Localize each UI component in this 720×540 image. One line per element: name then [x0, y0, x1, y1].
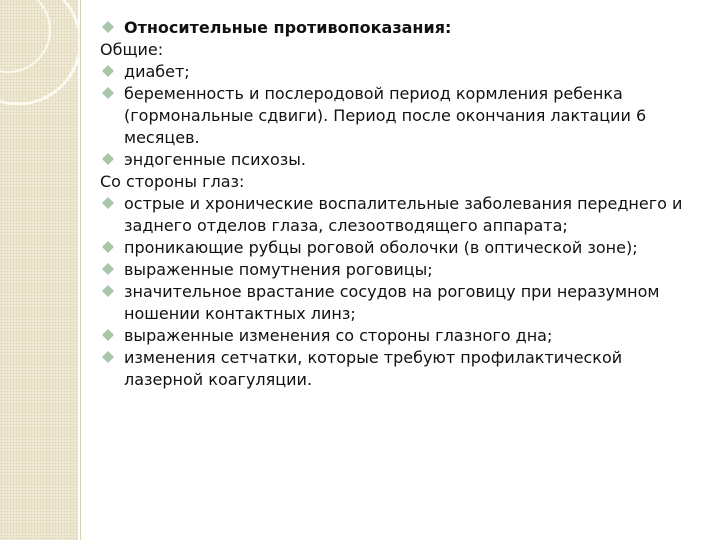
diamond-bullet-icon	[102, 263, 114, 275]
diamond-bullet-icon	[102, 65, 114, 77]
diamond-bullet-icon	[102, 285, 114, 297]
list-item-eye	[100, 237, 700, 259]
slide-content	[100, 17, 700, 391]
diamond-bullet-icon	[102, 197, 114, 209]
list-item-eye	[100, 325, 700, 347]
list-item-eye	[100, 347, 700, 391]
diamond-bullet-icon	[102, 351, 114, 363]
list-item-text: острые и хронические воспалительные заболевания переднего и заднего отделов глаза, слезоотводящего аппарата;	[124, 194, 683, 235]
list-item-eye	[100, 259, 700, 281]
general-label: Общие:	[100, 40, 164, 59]
list-item-eye	[100, 193, 700, 237]
list-item-eye	[100, 281, 700, 325]
list-item-text: беременность и послеродовой период кормления ребенка (гормональные сдвиги). Период после окончания лактации 6 месяцев.	[124, 84, 647, 147]
diamond-bullet-icon	[102, 87, 114, 99]
diamond-bullet-icon	[102, 153, 114, 165]
list-item-text: значительное врастание сосудов на роговицу при неразумном ношении контактных линз;	[124, 282, 660, 323]
list-item-text: диабет;	[124, 62, 190, 81]
list-item-text: изменения сетчатки, которые требуют профилактической лазерной коагуляции.	[124, 348, 623, 389]
diamond-bullet-icon	[102, 21, 114, 33]
heading-text: Относительные противопоказания:	[124, 18, 452, 37]
list-item-general	[100, 149, 700, 171]
diamond-bullet-icon	[102, 329, 114, 341]
decorative-circles	[0, 0, 80, 540]
list-item-general	[100, 83, 700, 149]
list-item-text: проникающие рубцы роговой оболочки (в оптической зоне);	[124, 238, 638, 257]
eye-label: Со стороны глаз:	[100, 172, 245, 191]
heading-row	[100, 17, 700, 39]
list-item-text: выраженные изменения со стороны глазного дна;	[124, 326, 553, 345]
list-item-text: эндогенные психозы.	[124, 150, 306, 169]
list-item-general	[100, 61, 700, 83]
diamond-bullet-icon	[102, 241, 114, 253]
list-item-text: выраженные помутнения роговицы;	[124, 260, 433, 279]
side-divider-line	[80, 0, 81, 540]
